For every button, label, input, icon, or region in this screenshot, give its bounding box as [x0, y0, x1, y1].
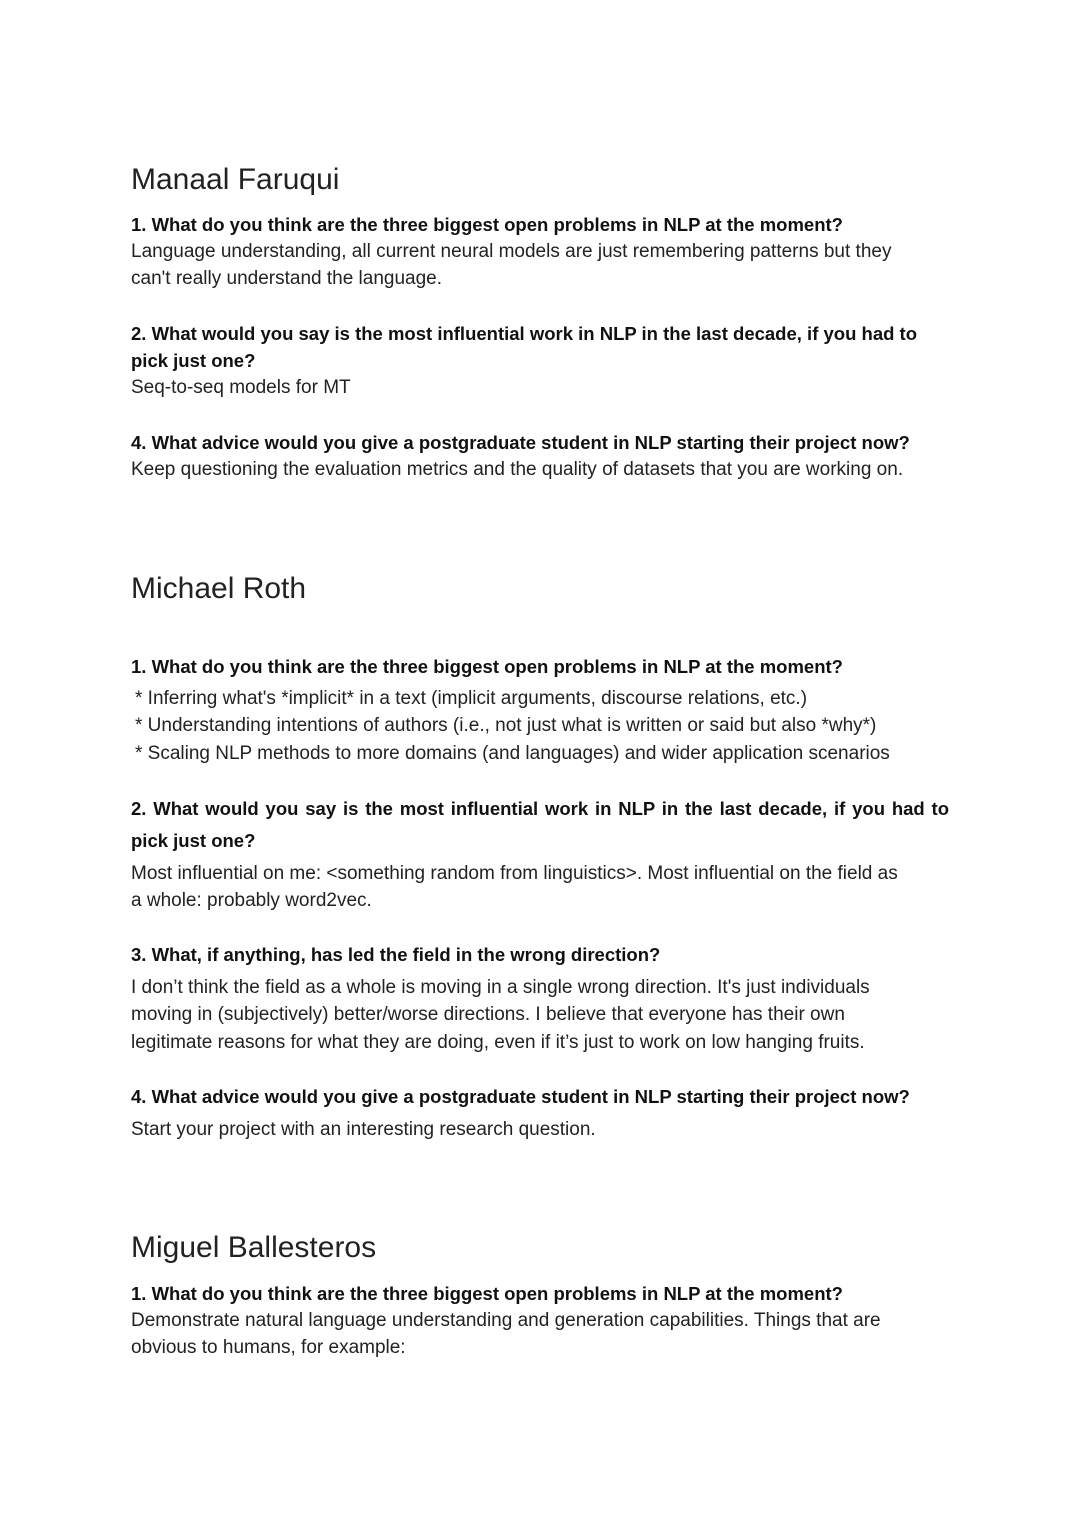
question: 4. What advice would you give a postgraduate student in NLP starting their project now? [131, 1086, 910, 1107]
bullet-item: * Inferring what's *implicit* in a text (implicit arguments, discourse relations, etc.) [135, 688, 808, 709]
answer-line: Most influential on me: <something random from linguistics>. Most influential on the field as [131, 863, 898, 884]
answer-line: obvious to humans, for example: [131, 1337, 406, 1358]
bullet-item: * Scaling NLP methods to more domains (and languages) and wider application scenarios [135, 743, 890, 764]
bullet-item: * Understanding intentions of authors (i.e., not just what is written or said but also *why*) [135, 715, 877, 736]
question: pick just one? [131, 350, 256, 371]
question: 2. What would you say is the most influential work in NLP in the last decade, if you had to [131, 798, 949, 819]
question: 2. What would you say is the most influential work in NLP in the last decade, if you had to [131, 323, 918, 344]
answer-line: Seq-to-seq models for MT [131, 377, 351, 398]
answer-line: Language understanding, all current neural models are just remembering patterns but they [131, 241, 892, 262]
answer-line: moving in (subjectively) better/worse directions. I believe that everyone has their own [131, 1004, 845, 1025]
question: 1. What do you think are the three biggest open problems in NLP at the moment? [131, 1283, 843, 1304]
answer-line: Keep questioning the evaluation metrics and the quality of datasets that you are working on. [131, 459, 904, 480]
answer-line: Demonstrate natural language understanding and generation capabilities. Things that are [131, 1310, 881, 1331]
question: 1. What do you think are the three biggest open problems in NLP at the moment? [131, 214, 843, 235]
question: 4. What advice would you give a postgraduate student in NLP starting their project now? [131, 432, 910, 453]
answer-line: a whole: probably word2vec. [131, 890, 372, 911]
question: 3. What, if anything, has led the field in the wrong direction? [131, 944, 661, 965]
answer-line: Start your project with an interesting research question. [131, 1119, 596, 1140]
person-heading: Miguel Ballesteros [131, 1231, 377, 1264]
answer-line: legitimate reasons for what they are doing, even if it’s just to work on low hanging fruits. [131, 1032, 865, 1053]
answer-line: can't really understand the language. [131, 268, 443, 289]
question: pick just one? [131, 830, 256, 851]
answer-line: I don’t think the field as a whole is moving in a single wrong direction. It's just individuals [131, 977, 870, 998]
person-heading: Manaal Faruqui [131, 163, 340, 196]
question: 1. What do you think are the three biggest open problems in NLP at the moment? [131, 656, 843, 677]
person-heading: Michael Roth [131, 572, 307, 605]
